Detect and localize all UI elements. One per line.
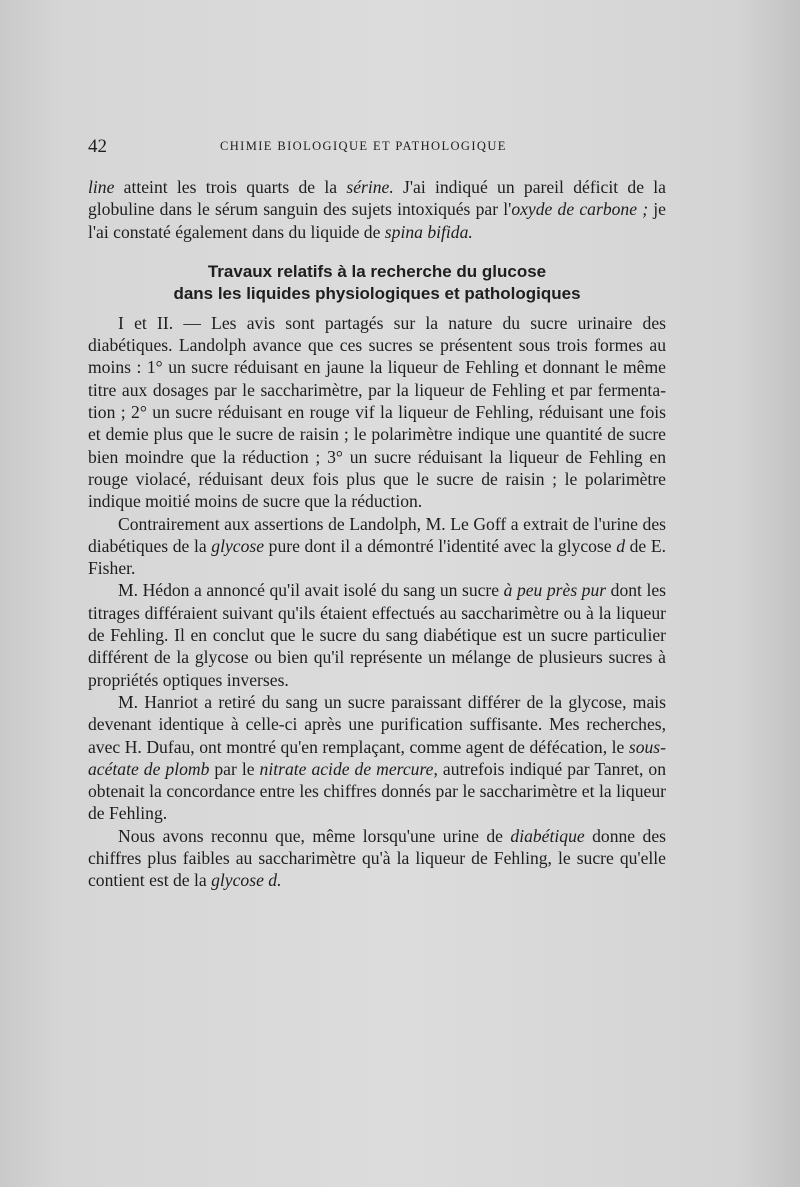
body-text xyxy=(88,176,666,892)
page-number: 42 xyxy=(88,136,107,157)
paragraph-landolph: I et II. — Les avis sont partagés sur la nature du sucre urinaire des diabétiques. Landolph avance que ces sucres se présentent sous trois formes au moins : 1° un sucre réduisant en jaune la liqueur de Fehling et donnant le même titre aux dosages par le saccharimètre, par la liqueur de Fehling et par fermentation ; 2° un sucre réduisant en rouge vif la liqueur de Fehling, réduisant une fois et demie plus que le sucre de raisin ; le polarimètre indique une quantité de sucre bien moindre que la réduction ; 3° un sucre réduisant la liqueur de Fehling en rouge violacé, réduisant deux fois plus que le sucre de raisin ; le polarimètre indique moitié moins de sucre que la réduction. xyxy=(88,312,666,512)
section-heading-line-1: Travaux relatifs à la recherche du glucose xyxy=(207,261,547,281)
running-head xyxy=(88,136,668,160)
section-heading xyxy=(88,261,666,305)
paragraph-conclusion: Nous avons reconnu que, même lorsqu'une urine de diabétique donne des chiffres plus faibles au saccharimètre qu'à la liqueur de Fehling, le sucre qu'elle contient est de la glycose d. xyxy=(88,825,666,891)
paragraph-le-goff: Contrairement aux assertions de Landolph, M. Le Goff a extrait de l'urine des diabétiques de la glycose pure dont il a démontré l'identité avec la glycose d de E. Fisher. xyxy=(88,513,666,579)
running-title: CHIMIE BIOLOGIQUE ET PATHOLOGIQUE xyxy=(220,139,507,153)
paragraph-hedon: M. Hédon a annoncé qu'il avait isolé du sang un sucre à peu près pur dont les titrages différaient suivant qu'ils étaient effectués au saccharimètre ou à la liqueur de Fehling. Il en conclut que le sucre du sang diabétique est un sucre particulier différent de la glycose ou bien qu'il représente un mélange de plusieurs sucres à propriétés optiques inverses. xyxy=(88,580,667,690)
paragraph-hanriot: M. Hanriot a retiré du sang un sucre paraissant différer de la glycose, mais devenant identique à celle-ci après une purification suffisante. Mes recherches, avec H. Dufau, ont montré qu'en remplaçant, comme agent de défécation, le sous-acétate de plomb par le nitrate acide de mercure, autrefois indiqué par Tanret, on obtenait la concordance entre les chiffres donnés par le saccharimètre et la liqueur de Fehling. xyxy=(88,691,667,824)
intro-paragraph: line atteint les trois quarts de la sérine. J'ai indiqué un pareil déficit de la globuline dans le sérum sanguin des sujets intoxiqués par l'oxyde de carbone ; je l'ai constaté également dans du liquide de spina bifida. xyxy=(88,177,666,242)
section-heading-line-2: dans les liquides physiologiques et pathologiques xyxy=(173,283,581,303)
